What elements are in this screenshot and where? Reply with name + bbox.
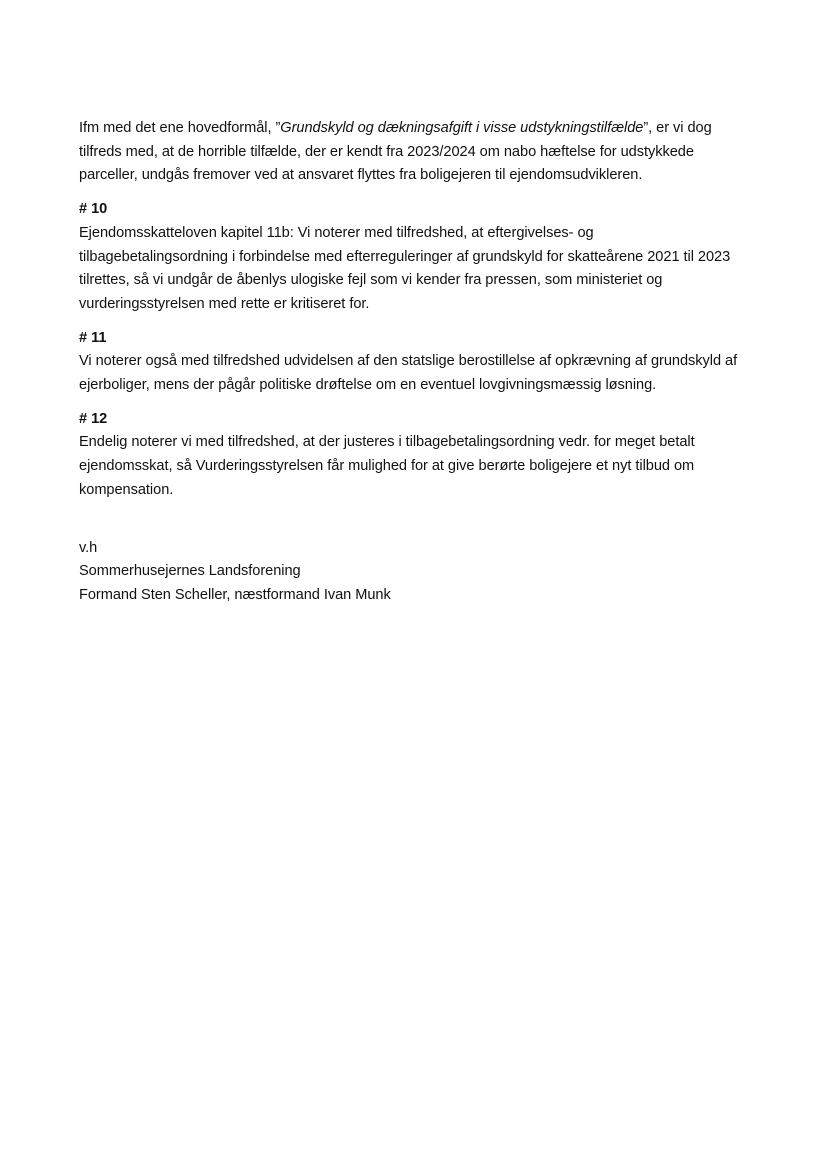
section-heading: # 12 <box>79 410 108 427</box>
paragraph-spacer <box>79 188 743 198</box>
intro-paragraph <box>79 117 743 188</box>
section-heading: # 11 <box>79 329 107 346</box>
paragraph-spacer <box>79 317 743 327</box>
section-11 <box>79 327 743 398</box>
signature-spacer <box>79 503 743 537</box>
section-12 <box>79 408 743 503</box>
section-text: Ejendomsskatteloven kapitel 11b: Vi noterer med tilfredshed, at eftergivelses- og tilbagebetalingsordning i forbindelse med efterreguleringer af grundskyld for skatteårene 2021 til 2023 tilrettes, så vi undgår de åbenlys ulogiske fejl som vi kender fra pressen, som ministeriet og vurderingsstyrelsen med rette er kritiseret for. <box>79 224 731 312</box>
signature-names: Formand Sten Scheller, næstformand Ivan Munk <box>79 586 391 603</box>
intro-text-before-quote: Ifm med det ene hovedformål, ” <box>79 120 281 136</box>
section-text: Endelig noterer vi med tilfredshed, at der justeres i tilbagebetalingsordning vedr. for meget betalt ejendomsskat, så Vurderingsstyrelsen får mulighed for at give berørte boligejere et nyt tilbud om kompensation. <box>79 434 695 498</box>
section-text: Vi noterer også med tilfredshed udvidelsen af den statslige berostillelse af opkrævning af grundskyld af ejerboliger, mens der pågår politiske drøftelse om en eventuel lovgivningsmæssig løsning. <box>79 353 738 394</box>
section-10 <box>79 198 743 317</box>
intro-text-after-quote: ”, er vi dog tilfreds med, at de horrible tilfælde, der er kendt fra 2023/2024 om nabo hæftelse for udstykkede parceller, undgås fremover ved at ansvaret flyttes fra boligejeren til ejendomsudvikleren. <box>79 120 712 184</box>
intro-quoted-title: Grundskyld og dækningsafgift i visse udstykningstilfælde <box>280 120 644 136</box>
paragraph-spacer <box>79 398 743 408</box>
signature-closing: v.h <box>79 539 98 556</box>
signature-organization: Sommerhusejernes Landsforening <box>79 563 301 580</box>
document-page <box>79 117 743 608</box>
section-heading: # 10 <box>79 201 108 218</box>
signature-block <box>79 537 743 608</box>
